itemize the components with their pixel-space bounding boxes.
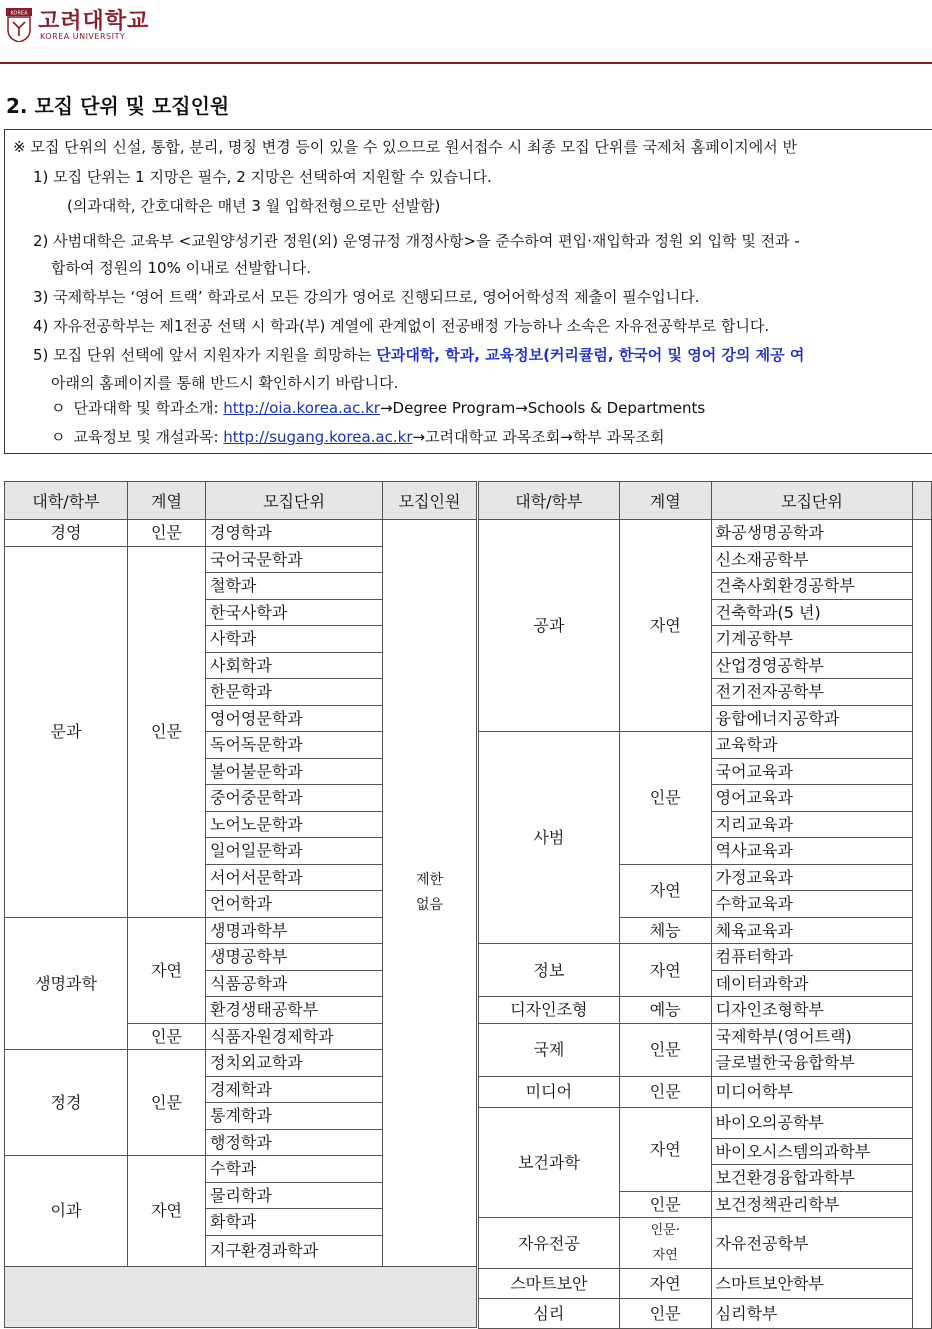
table-row [479, 732, 932, 759]
link-line-1 [51, 398, 705, 418]
notice-line: 아래의 홈페이지를 통해 반드시 확인하시기 바랍니다. [51, 374, 399, 392]
unit-cell: 철학과 [206, 573, 383, 600]
unit-cell: 가정교육과 [711, 864, 912, 891]
unit-cell: 교육학과 [711, 732, 912, 759]
unit-cell: 한국사학과 [206, 599, 383, 626]
circle-bullet-icon: ㅇ [51, 428, 66, 446]
unit-cell: 신소재공학부 [711, 546, 912, 573]
field-cell: 자연 [619, 864, 711, 917]
unit-cell: 데이터과학과 [711, 970, 912, 997]
college-cell: 정보 [479, 944, 620, 997]
college-cell: 사범 [479, 732, 620, 944]
unit-cell: 건축사회환경공학부 [711, 573, 912, 600]
unit-cell: 생명과학부 [206, 917, 383, 944]
field-cell: 자연 [128, 1156, 206, 1267]
unit-cell: 영어교육과 [711, 785, 912, 812]
quota-line: 제한 [415, 871, 444, 888]
college-cell: 심리 [479, 1299, 620, 1329]
unit-cell: 물리학과 [206, 1182, 383, 1209]
svg-text:KOREA: KOREA [10, 10, 28, 17]
section-title: 2. 모집 단위 및 모집인원 [6, 94, 230, 118]
unit-cell: 통계학과 [206, 1103, 383, 1130]
unit-cell: 바이오의공학부 [711, 1107, 912, 1138]
header-field: 계열 [128, 482, 206, 520]
field-cell: 인문 [128, 1050, 206, 1156]
oia-link[interactable]: http://oia.korea.ac.kr [223, 399, 380, 417]
recruitment-table-right [478, 481, 932, 1329]
notice-line: 1) 모집 단위는 1 지망은 필수, 2 지망은 선택하여 지원할 수 있습니다. [33, 168, 492, 186]
unit-cell: 역사교육과 [711, 838, 912, 865]
unit-cell: 디자인조형학부 [711, 997, 912, 1024]
header-college: 대학/학부 [479, 482, 620, 520]
unit-cell: 기계공학부 [711, 626, 912, 653]
unit-cell: 융합에너지공학과 [711, 705, 912, 732]
college-cell: 보건과학 [479, 1107, 620, 1218]
field-cell: 인문 [128, 1023, 206, 1050]
field-cell: 인문 [128, 520, 206, 547]
unit-cell: 보건정책관리학부 [711, 1191, 912, 1218]
unit-cell: 국어국문학과 [206, 546, 383, 573]
college-cell: 디자인조형 [479, 997, 620, 1024]
field-line: 인문· [650, 1223, 680, 1238]
college-cell: 문과 [5, 546, 128, 917]
header-unit: 모집단위 [711, 482, 912, 520]
unit-cell: 식품자원경제학과 [206, 1023, 383, 1050]
unit-cell: 사학과 [206, 626, 383, 653]
table-row [479, 1218, 932, 1269]
table-row [479, 944, 932, 971]
table-row [479, 1076, 932, 1107]
field-cell: 자연 [619, 520, 711, 732]
field-cell: 자연 [619, 1107, 711, 1191]
unit-cell: 일어일문학과 [206, 838, 383, 865]
table-header-row [5, 482, 477, 520]
college-cell: 스마트보안 [479, 1269, 620, 1299]
link-prefix: 교육정보 및 개설과목: [73, 428, 224, 446]
unit-cell: 지구환경과학과 [206, 1235, 383, 1266]
sugang-link[interactable]: http://sugang.korea.ac.kr [223, 428, 413, 446]
recruitment-table-left [4, 481, 477, 1328]
unit-cell: 바이오시스템의과학부 [711, 1138, 912, 1165]
field-line: 자연 [652, 1248, 678, 1263]
link-prefix: 단과대학 및 학과소개: [73, 399, 224, 417]
table-row [5, 1266, 477, 1327]
unit-cell: 경영학과 [206, 520, 383, 547]
field-cell: 예능 [619, 997, 711, 1024]
unit-cell: 정치외교학과 [206, 1050, 383, 1077]
table-row [479, 1269, 932, 1299]
quota-cell-clipped [913, 520, 932, 1329]
empty-gray-cell [5, 1266, 477, 1327]
field-cell [619, 1218, 711, 1269]
unit-cell: 수학교육과 [711, 891, 912, 918]
field-cell: 자연 [128, 917, 206, 1023]
unit-cell: 컴퓨터학과 [711, 944, 912, 971]
quota-cell [383, 520, 477, 1267]
unit-cell: 환경생태공학부 [206, 997, 383, 1024]
unit-cell: 독어독문학과 [206, 732, 383, 759]
college-cell: 생명과학 [5, 917, 128, 1050]
notice-line: 3) 국제학부는 ‘영어 트랙’ 학과로서 모든 강의가 영어로 진행되므로, 영어어학성적 제출이 필수입니다. [33, 288, 700, 306]
table-row [479, 1023, 932, 1050]
table-row [479, 520, 932, 547]
field-cell: 인문 [619, 1076, 711, 1107]
college-cell: 자유전공 [479, 1218, 620, 1269]
college-cell: 공과 [479, 520, 620, 732]
notice-line [33, 345, 804, 365]
unit-cell: 중어중문학과 [206, 785, 383, 812]
link-suffix: →Degree Program→Schools & Departments [379, 399, 706, 417]
header-divider [0, 62, 932, 64]
field-cell: 인문 [619, 1299, 711, 1329]
notice-highlight: 단과대학, 학과, 교육정보(커리큘럼, 한국어 및 영어 강의 제공 여 [376, 346, 805, 364]
unit-cell: 전기전자공학부 [711, 679, 912, 706]
unit-cell: 국제학부(영어트랙) [711, 1023, 912, 1050]
korea-university-emblem-icon [6, 8, 32, 42]
field-cell: 인문 [619, 732, 711, 865]
unit-cell: 보건환경융합과학부 [711, 1165, 912, 1192]
circle-bullet-icon: ㅇ [51, 399, 66, 417]
unit-cell: 글로벌한국융합학부 [711, 1050, 912, 1077]
unit-cell: 영어영문학과 [206, 705, 383, 732]
header-quota: 모집인원 [383, 482, 477, 520]
field-cell: 체능 [619, 917, 711, 944]
college-cell: 국제 [479, 1023, 620, 1076]
page-header [0, 0, 932, 70]
header-unit: 모집단위 [206, 482, 383, 520]
unit-cell: 산업경영공학부 [711, 652, 912, 679]
notice-line: 합하여 정원의 10% 이내로 선발합니다. [51, 259, 312, 277]
unit-cell: 식품공학과 [206, 970, 383, 997]
table-row [479, 997, 932, 1024]
unit-cell: 한문학과 [206, 679, 383, 706]
field-cell: 자연 [619, 1269, 711, 1299]
quota-line: 없음 [415, 896, 444, 913]
field-cell: 인문 [128, 546, 206, 917]
unit-cell: 지리교육과 [711, 811, 912, 838]
unit-cell: 불어불문학과 [206, 758, 383, 785]
college-cell: 정경 [5, 1050, 128, 1156]
unit-cell: 사회학과 [206, 652, 383, 679]
link-suffix: →고려대학교 과목조회→학부 과목조회 [412, 428, 665, 446]
header-college: 대학/학부 [5, 482, 128, 520]
unit-cell: 수학과 [206, 1156, 383, 1183]
unit-cell: 건축학과(5 년) [711, 599, 912, 626]
table-header-row [479, 482, 932, 520]
unit-cell: 자유전공학부 [711, 1218, 912, 1269]
notice-text: 5) 모집 단위 선택에 앞서 지원자가 지원을 희망하는 [33, 346, 377, 364]
table-row [5, 520, 477, 547]
unit-cell: 화공생명공학과 [711, 520, 912, 547]
field-cell: 자연 [619, 944, 711, 997]
field-cell: 인문 [619, 1191, 711, 1218]
unit-cell: 서어서문학과 [206, 864, 383, 891]
unit-cell: 스마트보안학부 [711, 1269, 912, 1299]
unit-cell: 화학과 [206, 1209, 383, 1236]
unit-cell: 생명공학부 [206, 944, 383, 971]
notice-box [4, 129, 932, 454]
table-row [479, 1299, 932, 1329]
logo-english-text: KOREA UNIVERSITY [40, 32, 126, 41]
unit-cell: 미디어학부 [711, 1076, 912, 1107]
field-cell: 인문 [619, 1023, 711, 1076]
college-cell: 이과 [5, 1156, 128, 1267]
college-cell: 미디어 [479, 1076, 620, 1107]
link-line-2 [51, 427, 665, 447]
header-quota-clipped [913, 482, 932, 520]
unit-cell: 경제학과 [206, 1076, 383, 1103]
unit-cell: 언어학과 [206, 891, 383, 918]
notice-line: ※ 모집 단위의 신설, 통합, 분리, 명칭 변경 등이 있을 수 있으므로 원서접수 시 최종 모집 단위를 국제처 홈페이지에서 반 [13, 138, 798, 156]
notice-line: 4) 자유전공학부는 제1전공 선택 시 학과(부) 계열에 관계없이 전공배정 가능하나 소속은 자유전공학부로 합니다. [33, 317, 770, 335]
notice-line: (의과대학, 간호대학은 매년 3 월 입학전형으로만 선발함) [67, 197, 441, 215]
header-field: 계열 [619, 482, 711, 520]
table-row [479, 1107, 932, 1138]
logo-korean-text: 고려대학교 [38, 9, 150, 34]
unit-cell: 노어노문학과 [206, 811, 383, 838]
notice-line: 2) 사범대학은 교육부 <교원양성기관 정원(외) 운영규정 개정사항>을 준수하여 편입·재입학과 정원 외 입학 및 전과 - [33, 232, 800, 250]
unit-cell: 행정학과 [206, 1129, 383, 1156]
unit-cell: 국어교육과 [711, 758, 912, 785]
unit-cell: 체육교육과 [711, 917, 912, 944]
college-cell: 경영 [5, 520, 128, 547]
unit-cell: 심리학부 [711, 1299, 912, 1329]
